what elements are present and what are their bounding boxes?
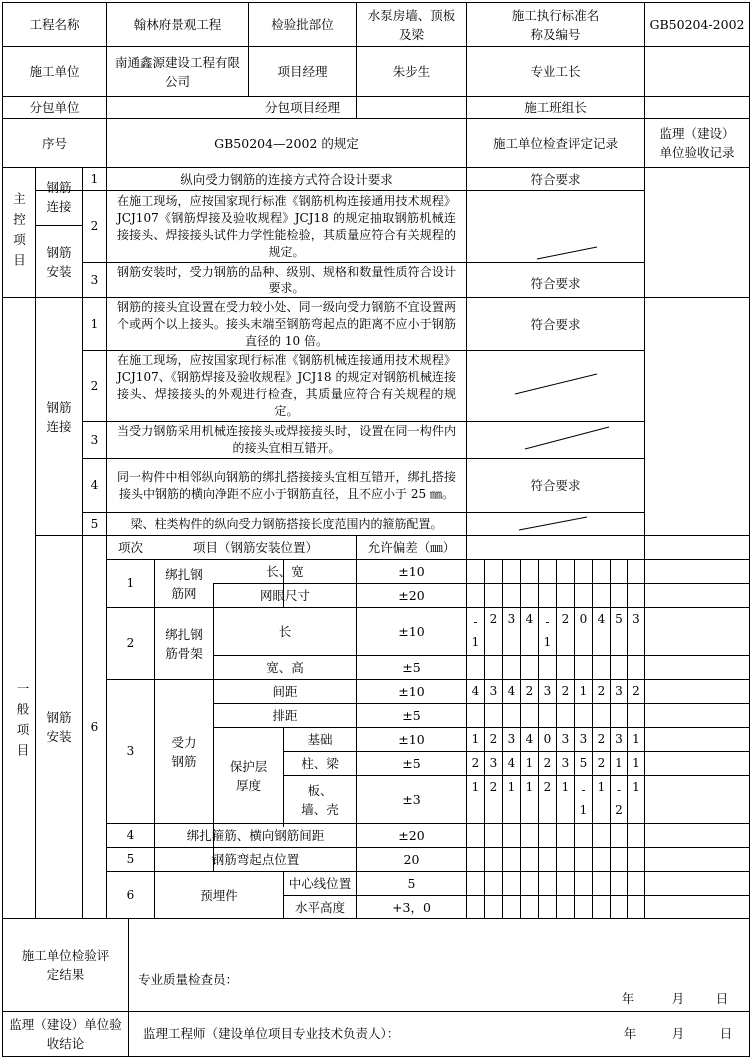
tol-sub-item: 柱、梁 xyxy=(301,756,339,771)
measured-value: 1 xyxy=(561,780,570,794)
tol-value: ±20 xyxy=(398,588,425,603)
not-applicable-slash xyxy=(537,245,599,261)
measured-value: 1 xyxy=(525,756,534,770)
tol-value: ±3 xyxy=(402,792,421,807)
tol-category: 受力钢筋 xyxy=(171,734,197,769)
tol-sub-item: 水平高度 xyxy=(294,899,345,915)
tol-value: 20 xyxy=(403,852,420,867)
measured-value: - 1 xyxy=(579,782,588,817)
tol-index: 2 xyxy=(126,636,135,650)
inspector-label: 专业质量检查员： xyxy=(138,971,239,987)
foreman-label: 专业工长 xyxy=(530,64,581,79)
general-row-no: 3 xyxy=(90,432,99,447)
date-year: 年 xyxy=(621,990,635,1006)
tol-sub-item: 间距 xyxy=(272,684,298,699)
measured-value: 2 xyxy=(561,612,570,626)
measured-value: 1 xyxy=(632,780,640,794)
tol-category: 绑扎钢筋骨架 xyxy=(165,626,203,661)
main-row-text: 钢筋安装时，受力钢筋的品种、级别、规格和数量性质符合设计要求。 xyxy=(117,265,456,295)
measured-value: 3 xyxy=(579,732,588,746)
measured-value: 4 xyxy=(507,684,516,698)
general-row-no: 1 xyxy=(90,316,99,331)
subcontractor-label: 分包单位 xyxy=(29,100,80,115)
measured-value: 3 xyxy=(615,684,623,698)
general-row-no: 5 xyxy=(90,516,99,531)
measured-value: 3 xyxy=(632,612,640,626)
measured-value: 1 xyxy=(471,732,480,746)
measured-value: 1 xyxy=(615,756,623,770)
main-items-label: 主控项目 xyxy=(11,191,27,274)
col-supervisor-accept-header: 监理（建设）单位验收记录 xyxy=(659,126,735,160)
main-row-no: 2 xyxy=(90,219,99,233)
measured-value: 2 xyxy=(489,780,498,794)
tol-category: 绑扎钢筋网 xyxy=(165,566,203,601)
general-row-text: 梁、柱类构件的纵向受力钢筋搭接长度范围内的箍筋配置。 xyxy=(130,516,443,531)
tol-index: 6 xyxy=(126,887,135,902)
tol-sub-item: 板、墙、壳 xyxy=(301,782,339,817)
measured-value: 3 xyxy=(615,732,623,746)
measured-value: 2 xyxy=(471,756,480,770)
tol-value: ±5 xyxy=(402,756,421,771)
supervisor-label: 监理工程师（建设单位项目专业技术负责人）： xyxy=(143,1025,400,1041)
tol-category: 预埋件 xyxy=(200,887,238,903)
date-day: 日 xyxy=(719,1025,733,1041)
measured-value: 1 xyxy=(471,780,480,794)
tol-header-item-no: 项次 xyxy=(117,540,143,555)
measured-value: 2 xyxy=(632,684,640,698)
team-leader-label: 施工班组长 xyxy=(524,100,587,115)
main-row-no: 1 xyxy=(90,171,99,186)
project-name-label: 工程名称 xyxy=(29,17,80,32)
measured-value: 3 xyxy=(489,756,498,770)
date-year: 年 xyxy=(623,1025,637,1041)
pm-label: 项目经理 xyxy=(277,64,328,79)
main-row-result: 符合要求 xyxy=(530,275,581,291)
measured-value: 2 xyxy=(597,756,606,770)
tol-header-tolerance: 允许偏差（㎜） xyxy=(367,540,456,555)
general-row-text: 同一构件中相邻纵向钢筋的绑扎搭接接头宜相互错开，绑扎搭接接头中钢筋的横向净距不应小于钢筋直径，且不应小于 25 ㎜。 xyxy=(117,469,456,501)
general-group-install: 钢筋安装 xyxy=(46,710,72,744)
pm-value: 朱步生 xyxy=(392,64,431,79)
date-month: 月 xyxy=(671,1025,685,1041)
date-day: 日 xyxy=(715,990,729,1006)
col-seq-header: 序号 xyxy=(41,135,67,151)
tol-sub-item: 长、宽 xyxy=(266,564,304,579)
contractor-result-label: 施工单位检验评定结果 xyxy=(21,948,110,982)
tol-sub-item: 长 xyxy=(278,624,292,639)
tol-value: ±10 xyxy=(398,564,425,579)
measured-value: 2 xyxy=(543,756,552,770)
tol-category: 绑扎箍筋、横向钢筋间距 xyxy=(186,828,325,843)
tol-value: ±10 xyxy=(398,684,425,699)
tol-sub-item: 排距 xyxy=(272,708,298,723)
tol-category: 钢筋弯起点位置 xyxy=(211,852,300,867)
measured-value: 2 xyxy=(489,732,498,746)
tol-index: 5 xyxy=(126,852,135,866)
measured-value: 2 xyxy=(543,780,552,794)
measured-value: 1 xyxy=(597,780,606,794)
general-row-text: 在施工现场，应按国家现行标准《钢筋机械连接通用技术规程》JCJ107、《钢筋焊接及验收规程》JCJ18 的规定对钢筋机械连接接头、焊接接头的外观进行检查，其质量应符合有关规程的规定。 xyxy=(117,353,456,418)
measured-value: 4 xyxy=(507,756,516,770)
contractor-value: 南通鑫源建设工程有限公司 xyxy=(115,54,241,89)
measured-value: 3 xyxy=(543,684,552,698)
measured-value: 4 xyxy=(597,612,606,626)
measured-value: 2 xyxy=(597,732,606,746)
measured-value: 0 xyxy=(579,612,588,626)
tol-sub-item: 宽、高 xyxy=(266,660,304,675)
col-contractor-check-header: 施工单位检查评定记录 xyxy=(492,135,618,151)
tol-sub-item: 基础 xyxy=(307,732,333,747)
main-row-no: 3 xyxy=(90,272,99,287)
measured-value: 1 xyxy=(579,684,588,698)
measured-value: 1 xyxy=(632,756,640,770)
measured-value: - 2 xyxy=(615,782,623,817)
measured-value: 0 xyxy=(543,732,552,746)
general-row-result: 符合要求 xyxy=(530,316,581,332)
main-row-text: 在施工现场，应按国家现行标准《钢筋机构连接通用技术规程》JCJ107《钢筋焊接及验收规程》JCJ18 的规定抽取钢筋机械连接接头、焊接接头试件力学性能检验，其质量应符合有关规程的规定。 xyxy=(117,193,456,259)
measured-value: 3 xyxy=(507,612,516,626)
general-row-result: 符合要求 xyxy=(530,478,581,493)
measured-value: 5 xyxy=(615,612,623,626)
tol-value: 5 xyxy=(407,876,416,891)
measured-value: 4 xyxy=(525,732,534,746)
measured-value: 2 xyxy=(561,684,570,698)
tol-value: ±20 xyxy=(398,828,425,843)
date-month: 月 xyxy=(671,990,685,1006)
measured-value: 2 xyxy=(597,684,606,698)
measured-value: 3 xyxy=(561,732,570,746)
project-name-value: 翰林府景观工程 xyxy=(133,17,222,32)
general-items-label: 一般项目 xyxy=(15,682,30,764)
tol-sub-item: 中心线位置 xyxy=(288,876,352,891)
measured-value: 3 xyxy=(489,684,498,698)
inspection-part-label: 检验批部位 xyxy=(271,17,334,32)
measured-value: 3 xyxy=(561,756,570,770)
main-group-install: 钢筋安装 xyxy=(46,244,72,279)
measured-value: 1 xyxy=(525,780,534,794)
tol-value: ±5 xyxy=(402,708,421,723)
main-row-result: 符合要求 xyxy=(530,171,581,187)
measured-value: 1 xyxy=(507,780,516,794)
tol-category: 保护层厚度 xyxy=(229,758,268,793)
tol-value: ±10 xyxy=(398,732,425,747)
measured-value: 1 xyxy=(632,732,640,746)
general-row-no: 4 xyxy=(90,478,99,492)
install-item-no: 6 xyxy=(90,719,99,734)
not-applicable-slash xyxy=(525,425,611,451)
tol-sub-item: 网眼尺寸 xyxy=(259,588,310,603)
not-applicable-slash xyxy=(519,515,589,532)
sub-pm-label: 分包项目经理 xyxy=(264,100,340,115)
tol-value: ±5 xyxy=(402,660,421,675)
measured-value: - 1 xyxy=(543,614,552,649)
tol-index: 3 xyxy=(126,744,135,758)
tol-value: ±10 xyxy=(398,624,425,639)
col-rule-header: GB50204—2002 的规定 xyxy=(214,135,359,151)
tol-value: +3，0 xyxy=(392,899,431,915)
tol-index: 1 xyxy=(126,576,135,590)
measured-value: - 1 xyxy=(471,614,480,649)
general-row-text: 钢筋的接头宜设置在受力较小处、同一级向受力钢筋不宜设置两个或两个以上接头。接头末端至钢筋弯起点的距离不应小于钢筋直径的 10 倍。 xyxy=(117,299,456,348)
supervisor-conclusion-label: 监理（建设）单位验收结论 xyxy=(9,1017,122,1051)
general-group-connection: 钢筋连接 xyxy=(46,399,72,434)
inspection-part-value: 水泵房墙、顶板及梁 xyxy=(367,7,456,42)
tol-header-item: 项目（钢筋安装位置） xyxy=(192,540,318,555)
main-group-connection: 钢筋连接 xyxy=(46,179,72,214)
measured-value: 2 xyxy=(489,612,498,626)
main-row-text: 纵向受力钢筋的连接方式符合设计要求 xyxy=(180,171,393,187)
standard-code: GB50204-2002 xyxy=(649,17,745,32)
not-applicable-slash xyxy=(515,372,599,396)
measured-value: 4 xyxy=(525,612,534,626)
measured-value: 3 xyxy=(507,732,516,746)
standard-label: 施工执行标准名称及编号 xyxy=(511,7,600,42)
contractor-label: 施工单位 xyxy=(29,64,80,79)
general-row-text: 当受力钢筋采用机械连接接头或焊接接头时，设置在同一构件内的接头宜相互错开。 xyxy=(117,424,456,455)
tol-index: 4 xyxy=(126,828,135,842)
measured-value: 4 xyxy=(471,684,480,698)
measured-value: 5 xyxy=(579,756,588,770)
general-row-no: 2 xyxy=(90,378,99,393)
measured-value: 2 xyxy=(525,684,534,698)
